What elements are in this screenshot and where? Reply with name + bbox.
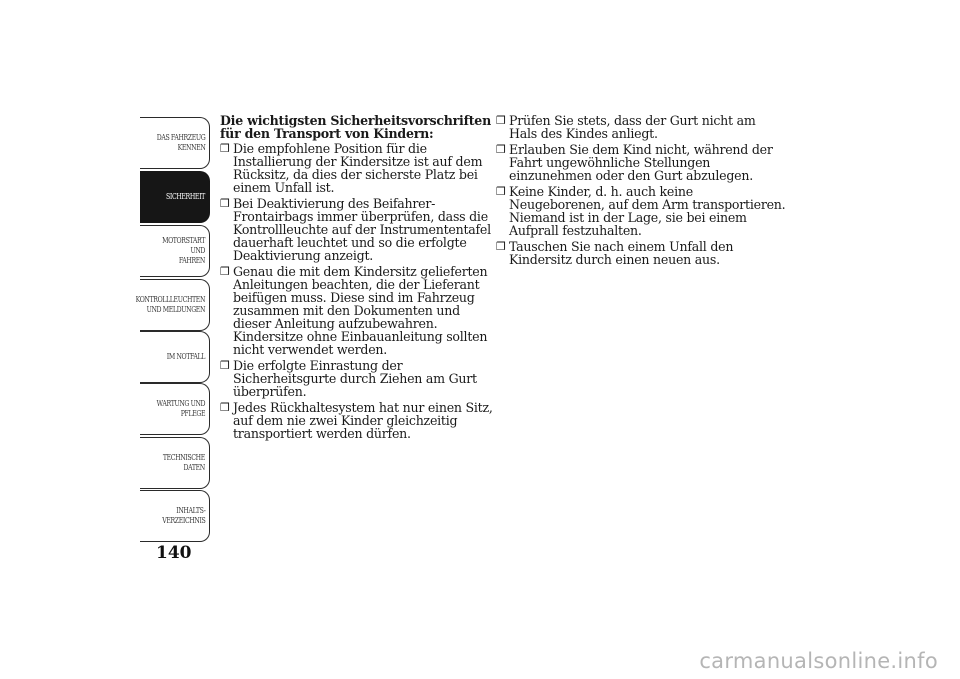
list-item xyxy=(496,185,786,237)
tab-kontrollleuchten-und-meldungen[interactable] xyxy=(135,279,210,331)
list-item xyxy=(220,401,500,440)
list-item xyxy=(496,114,786,140)
tab-im-notfall[interactable] xyxy=(140,331,210,383)
list-item xyxy=(496,143,786,182)
list-item xyxy=(220,197,500,262)
tab-label: DAS FAHRZEUG KENNEN xyxy=(156,133,205,152)
tab-label: MOTORSTART UND FAHREN xyxy=(162,236,205,265)
checkbox-bullet-icon: ❒ xyxy=(496,185,506,198)
tab-das-fahrzeug-kennen[interactable] xyxy=(140,117,210,169)
list-item-text: Die empfohlene Position für die Installierung der Kindersitze ist auf dem Rücksitz, da dies der sicherste Platz bei einem Unfall ist. xyxy=(233,141,483,195)
list-item xyxy=(220,359,500,398)
list-item-text: Tauschen Sie nach einem Unfall den Kindersitz durch einen neuen aus. xyxy=(509,239,734,267)
checkbox-bullet-icon: ❒ xyxy=(220,197,230,210)
list-item-text: Erlauben Sie dem Kind nicht, während der Fahrt ungewöhnliche Stellungen einzunehmen oder den Gurt abzulegen. xyxy=(509,142,773,183)
list-item-text: Prüfen Sie stets, dass der Gurt nicht am Hals des Kindes anliegt. xyxy=(509,113,756,141)
tab-label: KONTROLLLEUCHTEN UND MELDUNGEN xyxy=(135,295,205,314)
page-number: 140 xyxy=(156,543,192,563)
tab-wartung-und-pflege[interactable] xyxy=(140,383,210,435)
checkbox-bullet-icon: ❒ xyxy=(220,265,230,278)
watermark: carmanualsonline.info xyxy=(699,649,938,673)
checkbox-bullet-icon: ❒ xyxy=(496,114,506,127)
tab-motorstart-und-fahren[interactable] xyxy=(140,225,210,277)
list-item-text: Jedes Rückhaltesystem hat nur einen Sitz, auf dem nie zwei Kinder gleichzeitig transportiert werden dürfen. xyxy=(233,400,493,441)
checkbox-bullet-icon: ❒ xyxy=(220,359,230,372)
checkbox-bullet-icon: ❒ xyxy=(496,240,506,253)
tab-label: SICHERHEIT xyxy=(166,192,205,201)
checkbox-bullet-icon: ❒ xyxy=(496,143,506,156)
checkbox-bullet-icon: ❒ xyxy=(220,142,230,155)
list-item-text: Genau die mit dem Kindersitz gelieferten Anleitungen beachten, die der Lieferant beifügen muss. Diese sind im Fahrzeug zusammen mit den Dokumenten und dieser Anleitung aufzubewahren. Kindersitze ohne Einbauanleitung sollten nicht verwendet werden. xyxy=(233,264,488,357)
tab-inhaltsverzeichnis[interactable] xyxy=(140,490,210,542)
list-item-text: Bei Deaktivierung des Beifahrer-Frontairbags immer überprüfen, dass die Kontrollleuchte auf der Instrumententafel dauerhaft leuchtet und so die erfolgte Deaktivierung anzeigt. xyxy=(233,196,491,263)
tab-label: WARTUNG UND PFLEGE xyxy=(156,399,205,418)
list-item xyxy=(220,142,500,194)
left-column xyxy=(220,114,500,443)
right-column xyxy=(496,114,786,269)
list-item-text: Die erfolgte Einrastung der Sicherheitsgurte durch Ziehen am Gurt überprüfen. xyxy=(233,358,477,399)
tab-technische-daten[interactable] xyxy=(140,437,210,489)
tab-sicherheit[interactable] xyxy=(140,171,210,223)
list-item-text: Keine Kinder, d. h. auch keine Neugeborenen, auf dem Arm transportieren. Niemand ist in der Lage, sie bei einem Aufprall festzuhalten. xyxy=(509,184,786,238)
tab-label: IM NOTFALL xyxy=(166,352,205,361)
tab-label: TECHNISCHE DATEN xyxy=(162,453,205,472)
list-item xyxy=(220,265,500,356)
section-heading: Die wichtigsten Sicherheitsvorschriften für den Transport von Kindern: xyxy=(220,113,491,141)
list-item xyxy=(496,240,786,266)
tab-label: INHALTS- VERZEICHNIS xyxy=(161,506,205,525)
checkbox-bullet-icon: ❒ xyxy=(220,401,230,414)
